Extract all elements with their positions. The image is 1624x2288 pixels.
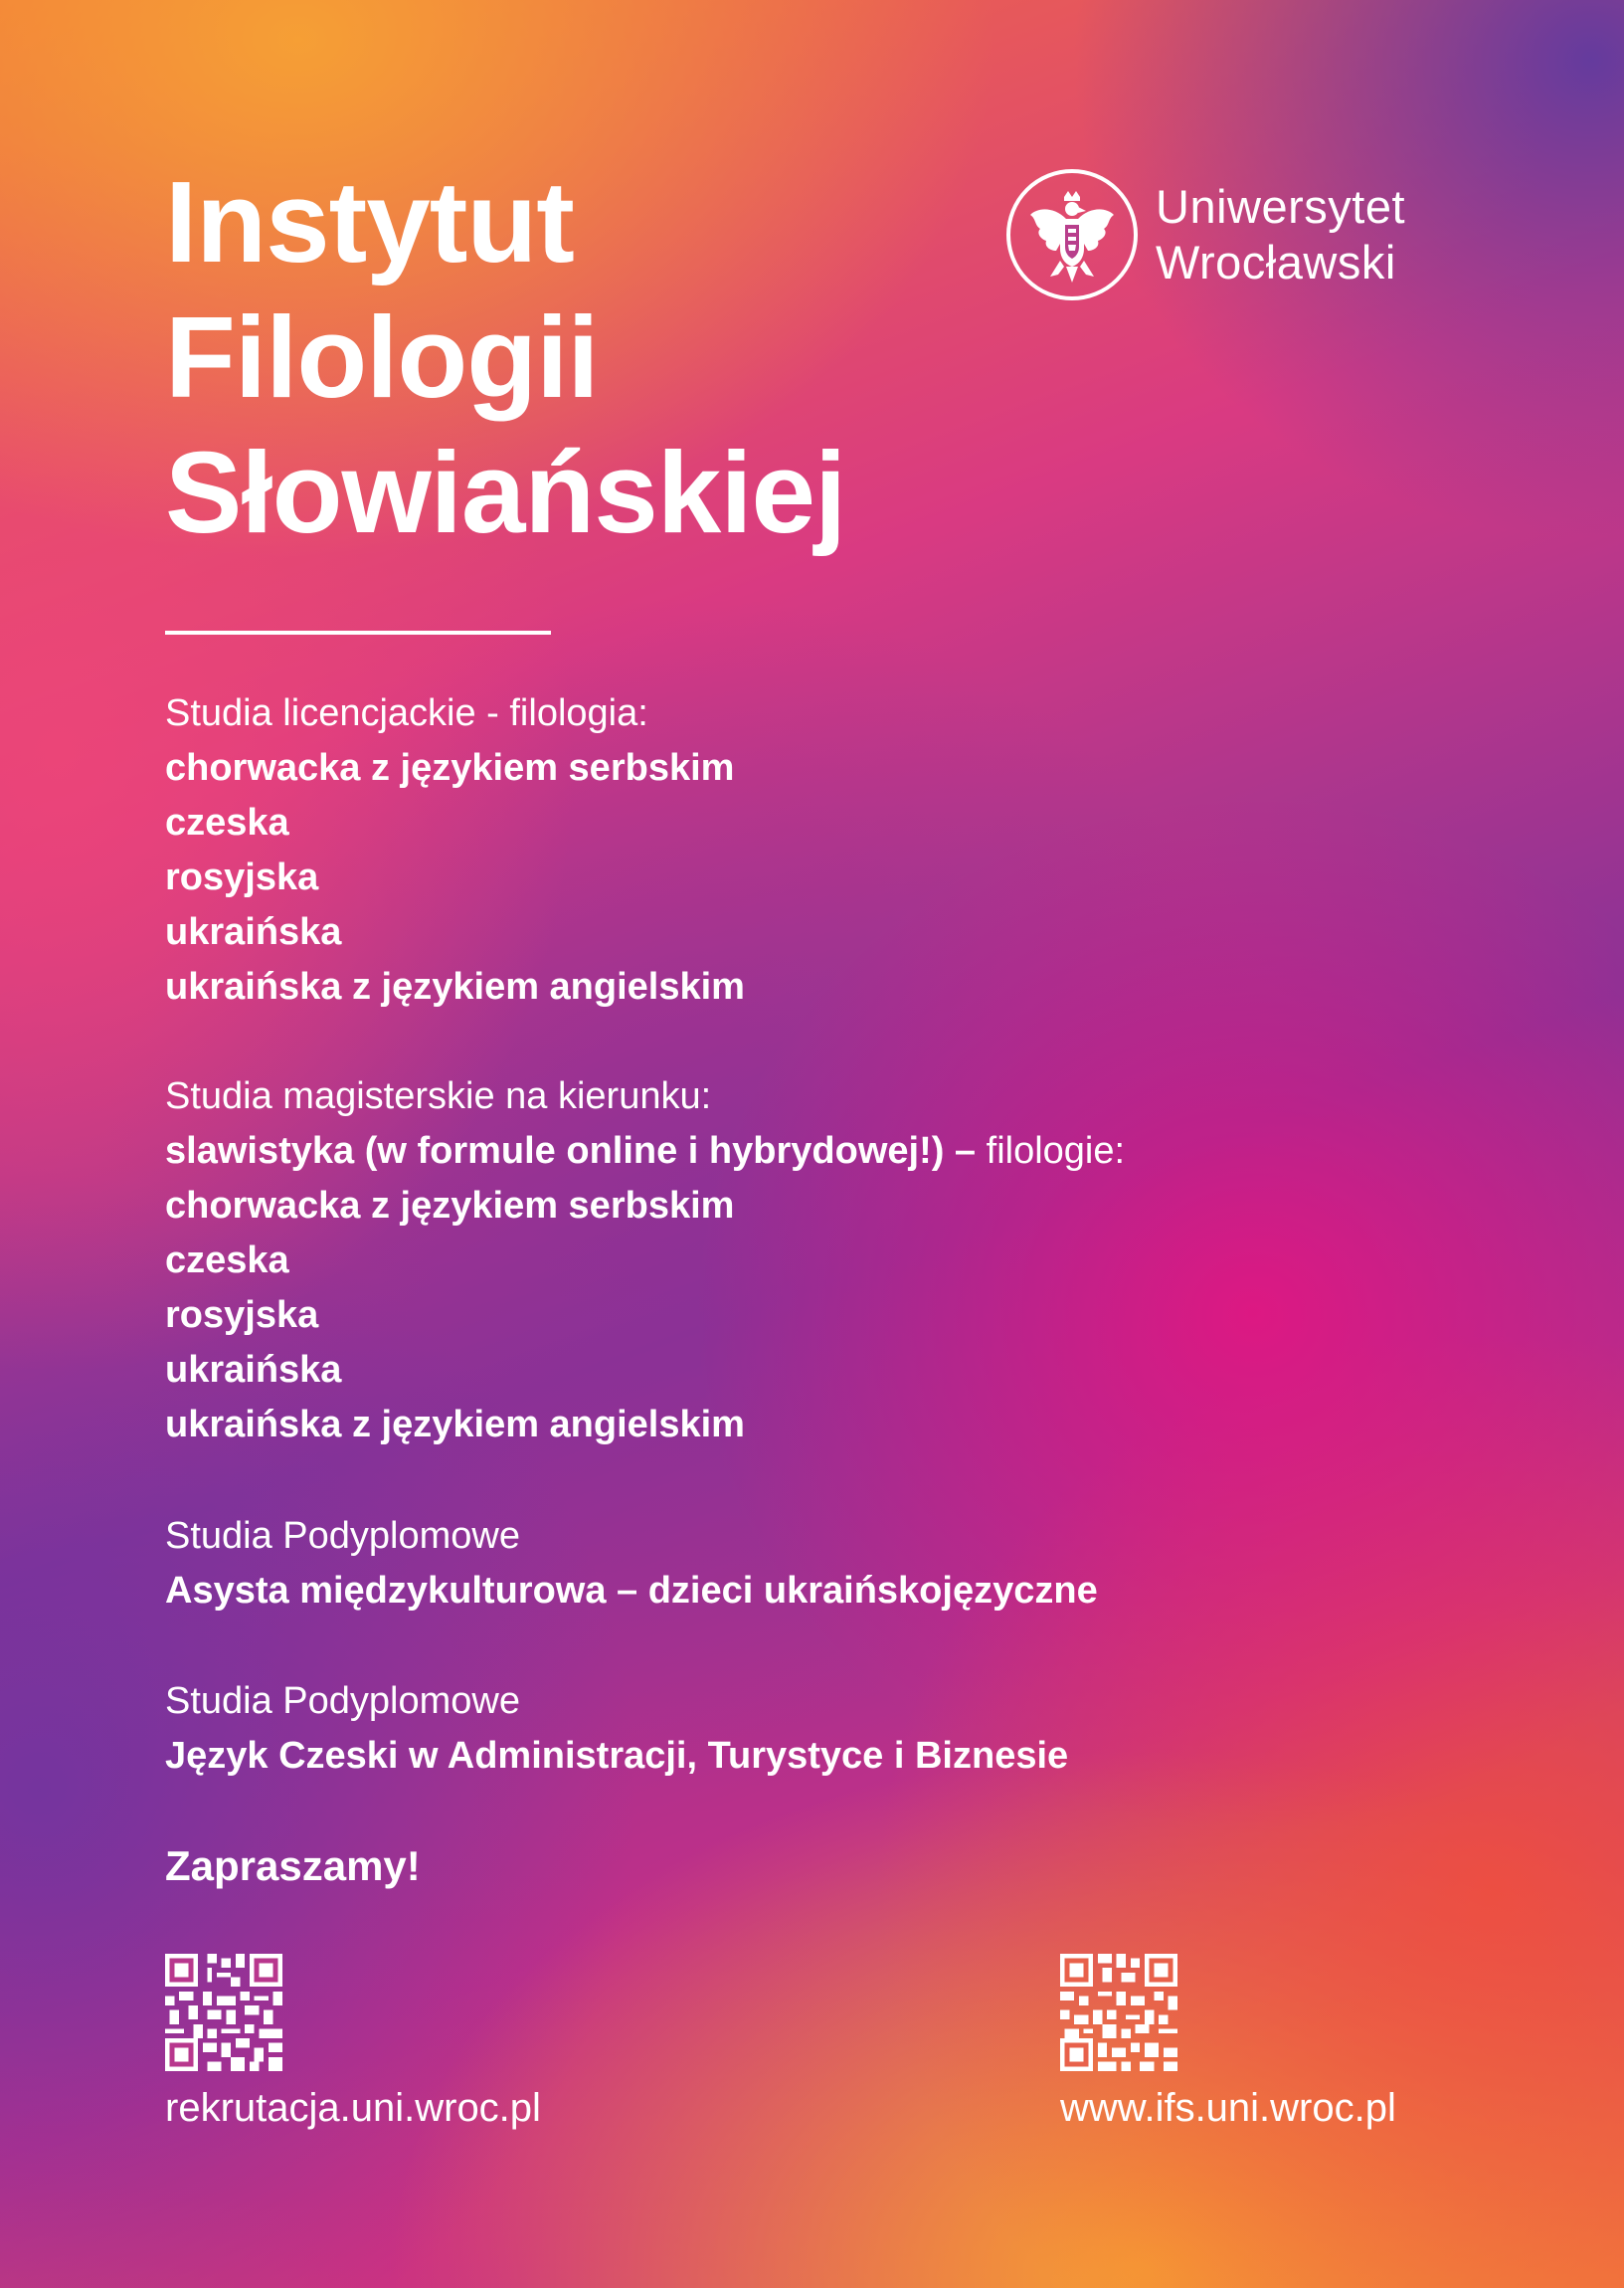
page-title [165, 154, 845, 560]
master-heading: Studia magisterskie na kierunku: [165, 1075, 712, 1117]
eagle-seal-icon [1004, 167, 1140, 302]
title-line: Filologii [165, 292, 599, 422]
postgrad-title: Język Czeski w Administracji, Turystyce i Biznesie [165, 1735, 1069, 1777]
master-item: ukraińska [165, 1349, 342, 1391]
title-line: Słowiańskiej [165, 428, 846, 557]
university-logo [1004, 167, 1405, 302]
bachelor-section [165, 686, 745, 1015]
title-divider [165, 631, 551, 635]
recruitment-link[interactable]: rekrutacja.uni.wroc.pl [165, 2086, 541, 2130]
postgrad-section-1 [165, 1509, 1098, 1619]
invitation-text: Zapraszamy! [165, 1842, 421, 1889]
postgrad-heading: Studia Podyplomowe [165, 1515, 520, 1557]
postgrad-section-2 [165, 1674, 1068, 1784]
master-item: czeska [165, 1239, 289, 1281]
bachelor-item: chorwacka z językiem serbskim [165, 747, 735, 789]
bachelor-item: rosyjska [165, 857, 319, 898]
master-major [165, 1124, 1125, 1179]
bachelor-item: ukraińska z językiem angielskim [165, 966, 745, 1008]
master-item: rosyjska [165, 1294, 319, 1336]
university-name-line: Uniwersytet [1156, 180, 1406, 233]
bachelor-heading: Studia licencjackie - filologia: [165, 692, 648, 734]
master-major-suffix: filologie: [976, 1130, 1126, 1172]
master-section [165, 1069, 1125, 1452]
qr-code-icon[interactable] [1060, 1954, 1177, 2071]
master-major-name: slawistyka (w formule online i hybrydowej!) – [165, 1130, 977, 1172]
master-item: chorwacka z językiem serbskim [165, 1185, 735, 1227]
title-line: Instytut [165, 157, 574, 286]
university-name [1156, 179, 1405, 290]
university-name-line: Wrocławski [1156, 236, 1396, 288]
postgrad-heading: Studia Podyplomowe [165, 1680, 520, 1722]
qr-code-icon[interactable] [165, 1954, 282, 2071]
master-item: ukraińska z językiem angielskim [165, 1404, 745, 1445]
bachelor-item: czeska [165, 802, 289, 844]
postgrad-title: Asysta międzykulturowa – dzieci ukraińskojęzyczne [165, 1570, 1098, 1612]
institute-link[interactable]: www.ifs.uni.wroc.pl [1060, 2086, 1396, 2130]
bachelor-item: ukraińska [165, 911, 342, 953]
